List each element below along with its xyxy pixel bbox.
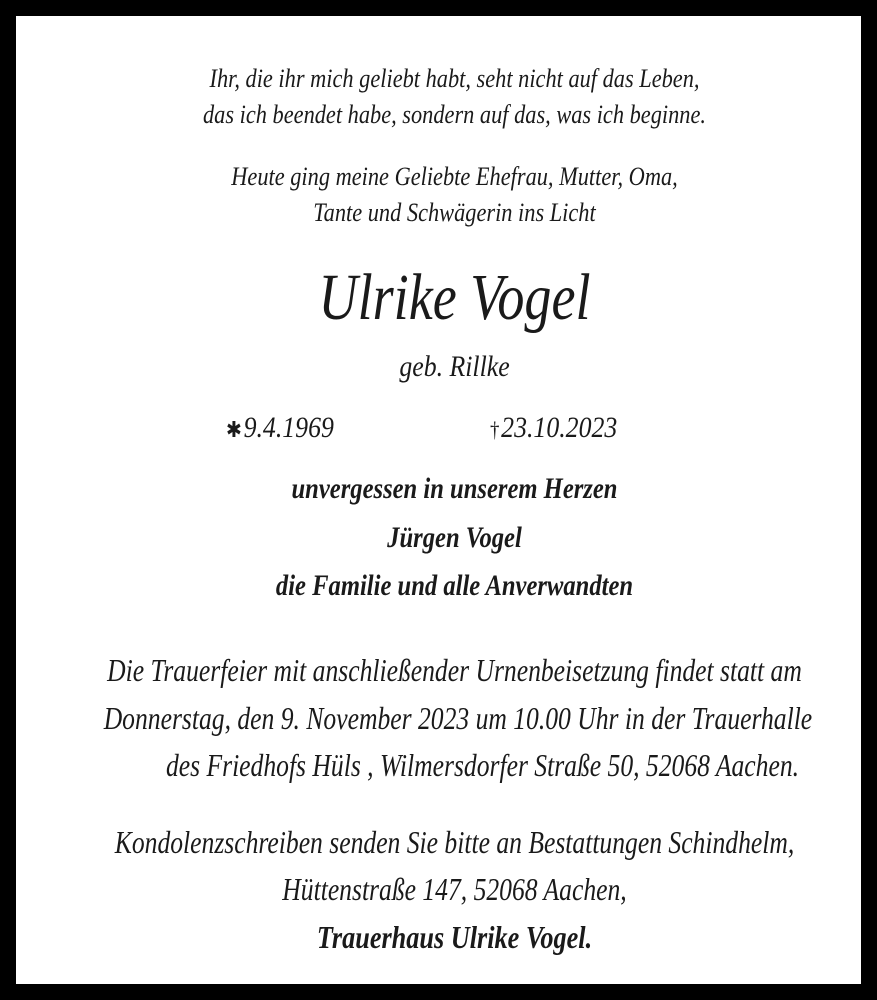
mourners-line-3: die Familie und alle Anverwandten (275, 569, 634, 602)
funeral-line-3: des Friedhofs Hüls , Wilmersdorfer Straße 50, 52068 Aachen. (165, 747, 800, 783)
verse-line-1: Ihr, die ihr mich geliebt habt, seht nicht auf das Leben, (209, 64, 700, 93)
mourners-line-1: unvergessen in unserem Herzen (291, 472, 618, 505)
deceased-name: Ulrike Vogel (318, 261, 591, 334)
condolences-line-1: Kondolenzschreiben senden Sie bitte an Bestattungen Schindhelm, (114, 824, 795, 860)
born-name: geb. Rillke (399, 350, 510, 383)
death-date-group (490, 411, 617, 445)
funeral-line-1: Die Trauerfeier mit anschließender Urnenbeisetzung findet statt am (107, 652, 802, 688)
condolences-line-2: Hüttenstraße 147, 52068 Aachen, (282, 871, 627, 907)
birth-date: 9.4.1969 (243, 411, 334, 444)
death-cross-icon: † (490, 417, 500, 442)
death-date: 23.10.2023 (501, 411, 618, 444)
mourners-line-2: Jürgen Vogel (387, 521, 522, 554)
birth-star-icon: ✱ (226, 417, 242, 442)
funeral-line-2: Donnerstag, den 9. November 2023 um 10.00 Uhr in der Trauerhalle (103, 700, 813, 736)
birth-date-group (226, 411, 334, 445)
condolences-line-3: Trauerhaus Ulrike Vogel. (316, 919, 593, 955)
intro-line-1: Heute ging meine Geliebte Ehefrau, Mutter, Oma, (231, 162, 678, 191)
verse-line-2: das ich beendet habe, sondern auf das, was ich beginne. (202, 100, 707, 129)
intro-line-2: Tante und Schwägerin ins Licht (313, 198, 596, 227)
